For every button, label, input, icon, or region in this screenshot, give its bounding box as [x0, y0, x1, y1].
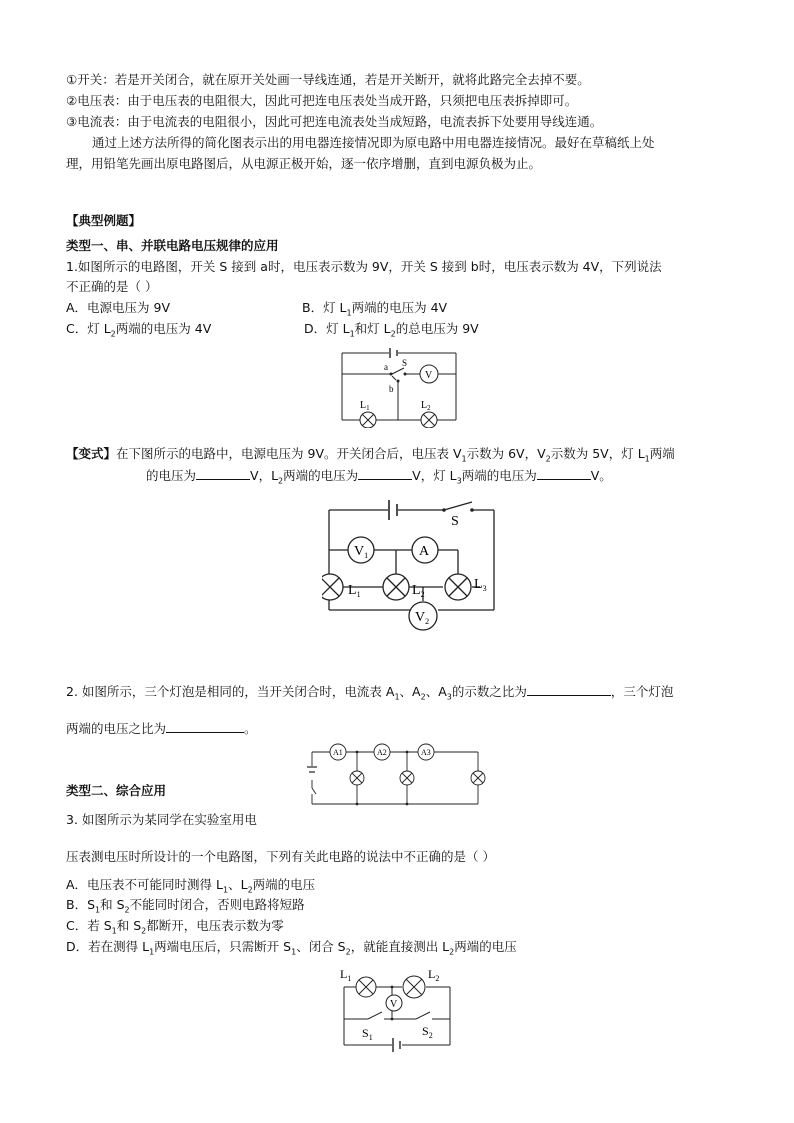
- intro-summary-line-1: 通过上述方法所得的简化图表示出的用电器连接情况即为原电路中用电器连接情况。最好在草稿纸上处: [92, 135, 655, 150]
- q3-label-s2: $S_2$: [422, 1024, 433, 1040]
- q3-label-l2: $L_2$: [428, 967, 440, 983]
- q3-option-b: B．$S_1$和 $S_2$不能同时闭合，否则电路将短路: [66, 897, 305, 915]
- variant-blank-l3[interactable]: [537, 465, 591, 480]
- q3-label-s1: $S_1$: [362, 1026, 373, 1042]
- intro-switch-rule: ①开关：若是开关闭合，就在原开关处画一导线连通，若是开关断开，就将此路完全去掉不要。: [66, 72, 590, 87]
- variant-circuit-diagram: [322, 496, 502, 636]
- q1-option-a: A．电源电压为 9V: [66, 300, 171, 315]
- q3-option-d: D．若在测得 $L_1$两端电压后，只需断开 $S_1$、闭合 $S_2$，就能直接测出 $L_2$两端的电压: [66, 939, 517, 957]
- q1-option-b: B．灯 $L_1$两端的电压为 4V: [302, 300, 448, 318]
- variant-v1-label: $V_1$: [354, 544, 369, 560]
- variant-label-l3: $L_3$: [474, 577, 487, 593]
- q2-line-2: 两端的电压之比为 。: [66, 718, 257, 739]
- intro-summary-line-2: 理，用铅笔先画出原电路图后，从电源正极开始，逐一依序增删，直到电源负极为止。: [66, 156, 542, 171]
- q1-stem-line-1: 1.如图所示的电路图，开关 S 接到 a时，电压表示数为 9V，开关 S 接到 b时，电压表示数为 4V，下列说法: [66, 259, 662, 274]
- q1-label-b: b: [389, 384, 394, 394]
- variant-blank-l1[interactable]: [196, 465, 250, 480]
- section-title: 【典型例题】: [66, 213, 142, 228]
- type2-title: 类型二、综合应用: [66, 783, 167, 798]
- q3-voltmeter-label: V: [390, 999, 398, 1010]
- q3-label-l1: $L_1$: [340, 967, 352, 983]
- q1-label-s: S: [402, 358, 408, 368]
- variant-line-1: 【变式】在下图所示的电路中，电源电压为 9V。开关闭合后，电压表 $V_1$示数为 6V，$V_2$示数为 5V，灯 $L_1$两端: [66, 446, 675, 464]
- type1-title: 类型一、串、并联电路电压规律的应用: [66, 238, 279, 253]
- variant-v2-label: $V_2$: [415, 610, 430, 626]
- q2-a1-label: A1: [333, 748, 343, 757]
- q1-option-d: D．灯 $L_1$和灯 $L_2$的总电压为 9V: [304, 321, 479, 339]
- q2-blank-current-ratio[interactable]: [527, 681, 611, 696]
- variant-label-l1: $L_1$: [348, 583, 361, 599]
- q3-stem-line-1: 3. 如图所示为某同学在实验室用电: [66, 812, 257, 827]
- intro-ammeter-rule: ③电流表：由于电流表的电阻很小，因此可把连电流表处当成短路，电流表拆下处要用导线连通。: [66, 114, 603, 129]
- q1-label-l2: $L_2$: [421, 400, 431, 412]
- q2-circuit-diagram: [302, 742, 492, 810]
- variant-line-2: 的电压为 V，$L_2$两端的电压为 V，灯 $L_3$两端的电压为 V。: [146, 465, 612, 492]
- q1-option-c: C．灯 $L_2$两端的电压为 4V: [66, 321, 212, 339]
- q1-voltmeter-label: V: [425, 370, 433, 381]
- q2-a2-label: A2: [377, 748, 387, 757]
- variant-label-l2: $L_2$: [412, 583, 425, 599]
- q1-stem-line-2: 不正确的是（ ）: [66, 279, 158, 294]
- intro-voltmeter-rule: ②电压表：由于电压表的电阻很大，因此可把连电压表处当成开路，只须把电压表拆掉即可。: [66, 93, 578, 108]
- q3-circuit-diagram: [336, 965, 458, 1055]
- variant-ammeter-label: A: [419, 544, 430, 559]
- q1-circuit-diagram: [336, 346, 462, 428]
- q3-option-c: C．若 $S_1$和 $S_2$都断开，电压表示数为零: [66, 918, 284, 936]
- q3-option-a: A．电压表不可能同时测得 $L_1$、$L_2$两端的电压: [66, 877, 316, 895]
- variant-blank-l2[interactable]: [358, 465, 412, 480]
- q2-blank-voltage-ratio[interactable]: [166, 718, 244, 733]
- q1-label-l1: $L_1$: [360, 400, 370, 412]
- variant-label-s: S: [451, 514, 459, 529]
- q2-line-1: 2. 如图所示，三个灯泡是相同的，当开关闭合时，电流表 $A_1$、$A_2$、$A_3$的示数之比为 ，三个灯泡: [66, 681, 673, 708]
- q2-a3-label: A3: [421, 748, 431, 757]
- q1-label-a: a: [384, 362, 388, 372]
- q3-stem-line-2: 压表测电压时所设计的一个电路图，下列有关此电路的说法中不正确的是（ ）: [66, 849, 495, 864]
